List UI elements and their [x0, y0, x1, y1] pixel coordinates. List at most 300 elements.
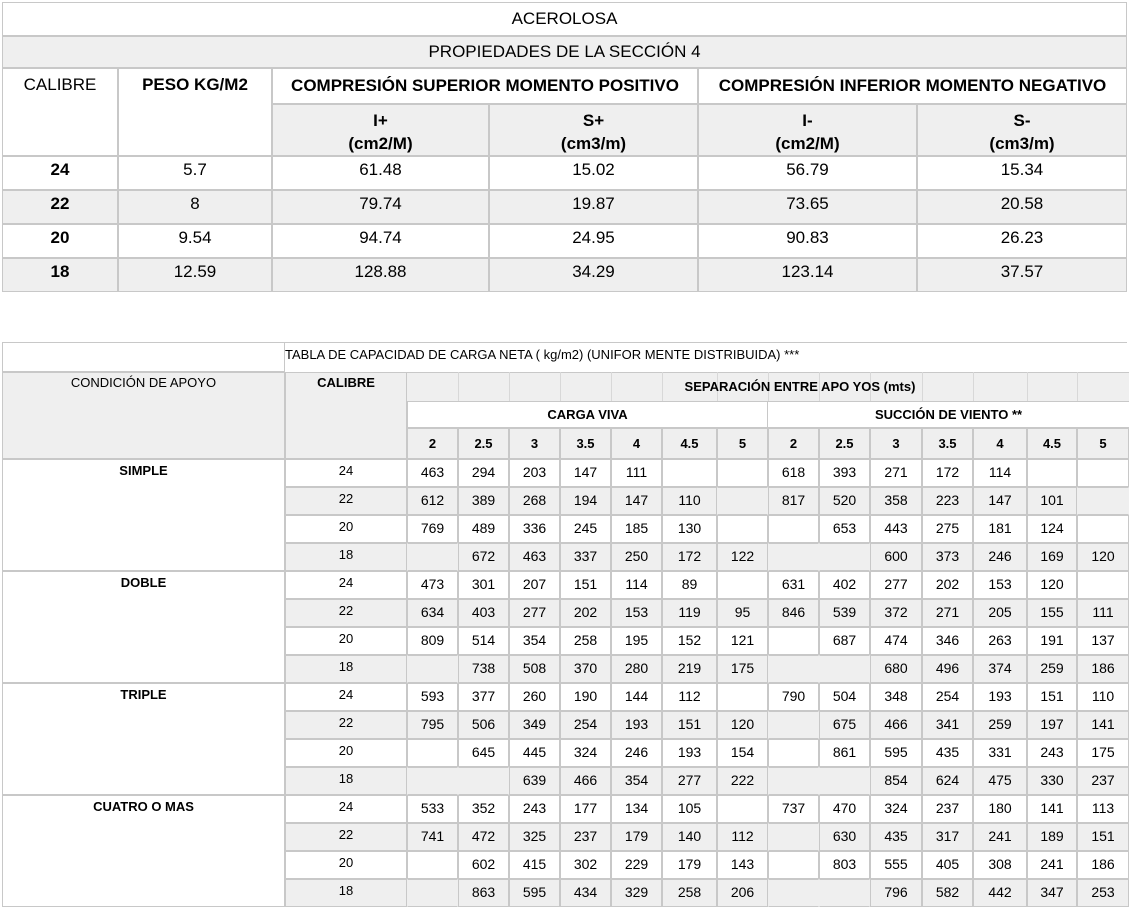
- viva-value-cell: 302: [560, 851, 611, 879]
- succion-value-cell: 373: [922, 543, 973, 571]
- viva-value-cell: 672: [458, 543, 509, 571]
- viva-value-cell: 143: [717, 851, 768, 879]
- viva-value-cell: 466: [560, 767, 611, 795]
- succion-span-header: 3.5: [922, 428, 973, 459]
- succion-value-cell: 630: [819, 823, 870, 851]
- props-cell-i-plus: 128.88: [272, 258, 489, 292]
- succion-value-cell: [1077, 571, 1129, 599]
- header-s-minus-unit: (cm3/m): [989, 134, 1055, 153]
- succion-value-cell: [768, 739, 819, 767]
- row-calibre: 18: [285, 543, 407, 571]
- succion-value-cell: 474: [870, 627, 922, 655]
- viva-value-cell: 258: [560, 627, 611, 655]
- row-calibre: 22: [285, 823, 407, 851]
- viva-value-cell: 105: [662, 795, 717, 823]
- succion-value-cell: 405: [922, 851, 973, 879]
- succion-value-cell: 504: [819, 683, 870, 711]
- succion-value-cell: [819, 655, 870, 683]
- viva-value-cell: 179: [662, 851, 717, 879]
- viva-value-cell: 195: [611, 627, 662, 655]
- props-cell-s-plus: 34.29: [489, 258, 698, 292]
- props-cell-i-plus: 61.48: [272, 156, 489, 190]
- succion-value-cell: 110: [1077, 683, 1129, 711]
- succion-value-cell: 466: [870, 711, 922, 739]
- header-succion: SUCCIÓN DE VIENTO **: [768, 401, 1129, 428]
- viva-value-cell: 795: [407, 711, 458, 739]
- viva-value-cell: 194: [560, 487, 611, 515]
- props-cell-s-minus: 26.23: [917, 224, 1127, 258]
- viva-value-cell: 370: [560, 655, 611, 683]
- viva-value-cell: 258: [662, 879, 717, 907]
- props-cell-s-plus: 24.95: [489, 224, 698, 258]
- succion-value-cell: 470: [819, 795, 870, 823]
- row-calibre: 20: [285, 851, 407, 879]
- succion-value-cell: [819, 879, 870, 907]
- succion-value-cell: 223: [922, 487, 973, 515]
- viva-value-cell: 121: [717, 627, 768, 655]
- viva-value-cell: 741: [407, 823, 458, 851]
- header-s-plus: [489, 104, 698, 156]
- viva-value-cell: 473: [407, 571, 458, 599]
- header-i-minus-label: I-: [802, 111, 813, 130]
- succion-value-cell: 442: [973, 879, 1027, 907]
- succion-value-cell: 113: [1077, 795, 1129, 823]
- viva-value-cell: 463: [509, 543, 560, 571]
- succion-value-cell: 189: [1027, 823, 1077, 851]
- viva-value-cell: 172: [662, 543, 717, 571]
- succion-value-cell: 175: [1077, 739, 1129, 767]
- header-i-minus-unit: (cm2/M): [775, 134, 840, 153]
- succion-value-cell: 496: [922, 655, 973, 683]
- viva-value-cell: [407, 739, 458, 767]
- succion-value-cell: 153: [973, 571, 1027, 599]
- viva-value-cell: 336: [509, 515, 560, 543]
- grid-line: [458, 372, 459, 401]
- viva-value-cell: [458, 767, 509, 795]
- props-cell-s-plus: 19.87: [489, 190, 698, 224]
- viva-value-cell: 114: [611, 571, 662, 599]
- viva-value-cell: [717, 571, 768, 599]
- support-condition-label: TRIPLE: [2, 683, 285, 795]
- succion-value-cell: 241: [1027, 851, 1077, 879]
- succion-value-cell: 253: [1077, 879, 1129, 907]
- viva-value-cell: 193: [662, 739, 717, 767]
- header-i-plus-label: I+: [373, 111, 388, 130]
- row-calibre: 24: [285, 459, 407, 487]
- viva-value-cell: 268: [509, 487, 560, 515]
- viva-value-cell: 119: [662, 599, 717, 627]
- row-calibre: 22: [285, 599, 407, 627]
- viva-value-cell: [717, 515, 768, 543]
- viva-value-cell: 130: [662, 515, 717, 543]
- grid-line: [1027, 372, 1028, 401]
- viva-value-cell: 415: [509, 851, 560, 879]
- succion-value-cell: [1027, 459, 1077, 487]
- viva-span-header: 3: [509, 428, 560, 459]
- succion-value-cell: [768, 879, 819, 907]
- succion-value-cell: 186: [1077, 655, 1129, 683]
- succion-value-cell: 243: [1027, 739, 1077, 767]
- viva-value-cell: 294: [458, 459, 509, 487]
- succion-value-cell: [768, 767, 819, 795]
- header-calibre: CALIBRE: [2, 68, 118, 156]
- viva-span-header: 4.5: [662, 428, 717, 459]
- succion-value-cell: 854: [870, 767, 922, 795]
- viva-span-header: 2.5: [458, 428, 509, 459]
- succion-span-header: 5: [1077, 428, 1129, 459]
- succion-value-cell: 374: [973, 655, 1027, 683]
- viva-value-cell: 463: [407, 459, 458, 487]
- viva-value-cell: 206: [717, 879, 768, 907]
- viva-value-cell: 337: [560, 543, 611, 571]
- viva-value-cell: 602: [458, 851, 509, 879]
- succion-value-cell: [1077, 459, 1129, 487]
- succion-span-header: 2.5: [819, 428, 870, 459]
- viva-value-cell: 202: [560, 599, 611, 627]
- header-separacion: SEPARACIÓN ENTRE APO YOS (mts): [684, 379, 916, 394]
- viva-value-cell: 634: [407, 599, 458, 627]
- succion-value-cell: [1077, 515, 1129, 543]
- succion-value-cell: 348: [870, 683, 922, 711]
- viva-value-cell: 277: [509, 599, 560, 627]
- viva-value-cell: 738: [458, 655, 509, 683]
- succion-value-cell: 246: [973, 543, 1027, 571]
- viva-value-cell: [717, 459, 768, 487]
- viva-value-cell: 153: [611, 599, 662, 627]
- row-calibre: 24: [285, 795, 407, 823]
- viva-value-cell: 151: [560, 571, 611, 599]
- succion-value-cell: 186: [1077, 851, 1129, 879]
- viva-value-cell: [407, 851, 458, 879]
- succion-value-cell: 277: [870, 571, 922, 599]
- viva-value-cell: 246: [611, 739, 662, 767]
- succion-value-cell: [768, 543, 819, 571]
- row-calibre: 22: [285, 487, 407, 515]
- props-cell-i-plus: 94.74: [272, 224, 489, 258]
- succion-value-cell: 520: [819, 487, 870, 515]
- succion-value-cell: 539: [819, 599, 870, 627]
- viva-value-cell: 593: [407, 683, 458, 711]
- viva-span-header: 3.5: [560, 428, 611, 459]
- viva-value-cell: 301: [458, 571, 509, 599]
- viva-value-cell: [407, 767, 458, 795]
- succion-value-cell: 846: [768, 599, 819, 627]
- viva-value-cell: 280: [611, 655, 662, 683]
- succion-value-cell: 618: [768, 459, 819, 487]
- viva-value-cell: 354: [611, 767, 662, 795]
- support-condition-label: DOBLE: [2, 571, 285, 683]
- viva-value-cell: 434: [560, 879, 611, 907]
- succion-value-cell: 600: [870, 543, 922, 571]
- succion-value-cell: 393: [819, 459, 870, 487]
- viva-value-cell: 179: [611, 823, 662, 851]
- row-calibre: 18: [285, 879, 407, 907]
- viva-value-cell: 154: [717, 739, 768, 767]
- viva-value-cell: 506: [458, 711, 509, 739]
- succion-value-cell: 120: [1027, 571, 1077, 599]
- succion-value-cell: 193: [973, 683, 1027, 711]
- succion-value-cell: [768, 823, 819, 851]
- props-cell-i-minus: 73.65: [698, 190, 917, 224]
- succion-value-cell: 202: [922, 571, 973, 599]
- props-cell-s-plus: 15.02: [489, 156, 698, 190]
- viva-value-cell: 445: [509, 739, 560, 767]
- succion-value-cell: 137: [1077, 627, 1129, 655]
- props-cell-peso: 5.7: [118, 156, 272, 190]
- succion-value-cell: 141: [1077, 711, 1129, 739]
- header-s-minus-label: S-: [1013, 111, 1031, 130]
- viva-value-cell: [407, 879, 458, 907]
- succion-value-cell: 687: [819, 627, 870, 655]
- viva-span-header: 2: [407, 428, 458, 459]
- row-calibre: 20: [285, 627, 407, 655]
- succion-value-cell: 147: [973, 487, 1027, 515]
- support-condition-label: SIMPLE: [2, 459, 285, 571]
- viva-value-cell: 219: [662, 655, 717, 683]
- viva-value-cell: [717, 683, 768, 711]
- viva-value-cell: 111: [611, 459, 662, 487]
- viva-value-cell: [407, 655, 458, 683]
- succion-value-cell: 817: [768, 487, 819, 515]
- props-cell-calibre: 20: [2, 224, 118, 258]
- viva-span-header: 4: [611, 428, 662, 459]
- viva-value-cell: 177: [560, 795, 611, 823]
- viva-value-cell: 89: [662, 571, 717, 599]
- succion-value-cell: 114: [973, 459, 1027, 487]
- succion-value-cell: 555: [870, 851, 922, 879]
- header-compresion-inferior: COMPRESIÓN INFERIOR MOMENTO NEGATIVO: [698, 68, 1127, 104]
- succion-value-cell: 275: [922, 515, 973, 543]
- succion-value-cell: 595: [870, 739, 922, 767]
- props-cell-s-minus: 37.57: [917, 258, 1127, 292]
- viva-value-cell: 207: [509, 571, 560, 599]
- succion-value-cell: 402: [819, 571, 870, 599]
- props-cell-calibre: 22: [2, 190, 118, 224]
- row-calibre: 24: [285, 683, 407, 711]
- viva-value-cell: 112: [717, 823, 768, 851]
- succion-value-cell: 331: [973, 739, 1027, 767]
- viva-value-cell: 260: [509, 683, 560, 711]
- succion-value-cell: 372: [870, 599, 922, 627]
- succion-value-cell: 308: [973, 851, 1027, 879]
- succion-value-cell: 675: [819, 711, 870, 739]
- succion-value-cell: [768, 711, 819, 739]
- viva-value-cell: 254: [560, 711, 611, 739]
- viva-value-cell: 352: [458, 795, 509, 823]
- succion-value-cell: 111: [1077, 599, 1129, 627]
- succion-value-cell: [1077, 487, 1129, 515]
- succion-value-cell: 861: [819, 739, 870, 767]
- viva-value-cell: 809: [407, 627, 458, 655]
- props-cell-peso: 9.54: [118, 224, 272, 258]
- viva-value-cell: 140: [662, 823, 717, 851]
- succion-value-cell: 346: [922, 627, 973, 655]
- succion-value-cell: 624: [922, 767, 973, 795]
- props-cell-calibre: 24: [2, 156, 118, 190]
- viva-value-cell: 175: [717, 655, 768, 683]
- succion-value-cell: 181: [973, 515, 1027, 543]
- viva-value-cell: 863: [458, 879, 509, 907]
- grid-line: [1077, 372, 1078, 401]
- viva-value-cell: 324: [560, 739, 611, 767]
- header-condicion: CONDICIÓN DE APOYO: [2, 372, 285, 459]
- viva-value-cell: 229: [611, 851, 662, 879]
- succion-value-cell: 790: [768, 683, 819, 711]
- viva-value-cell: 639: [509, 767, 560, 795]
- succion-value-cell: [768, 655, 819, 683]
- succion-value-cell: 435: [870, 823, 922, 851]
- viva-value-cell: 533: [407, 795, 458, 823]
- viva-value-cell: 389: [458, 487, 509, 515]
- row-calibre: 24: [285, 571, 407, 599]
- section-subtitle: PROPIEDADES DE LA SECCIÓN 4: [2, 36, 1127, 68]
- viva-value-cell: 329: [611, 879, 662, 907]
- header-s-minus: [917, 104, 1127, 156]
- succion-value-cell: 169: [1027, 543, 1077, 571]
- viva-value-cell: 120: [717, 711, 768, 739]
- succion-value-cell: 271: [922, 599, 973, 627]
- succion-value-cell: [768, 515, 819, 543]
- succion-value-cell: 259: [973, 711, 1027, 739]
- succion-value-cell: [819, 767, 870, 795]
- viva-value-cell: 645: [458, 739, 509, 767]
- succion-value-cell: 330: [1027, 767, 1077, 795]
- viva-value-cell: 349: [509, 711, 560, 739]
- props-cell-i-plus: 79.74: [272, 190, 489, 224]
- viva-value-cell: 95: [717, 599, 768, 627]
- viva-value-cell: 489: [458, 515, 509, 543]
- viva-value-cell: 377: [458, 683, 509, 711]
- viva-value-cell: 595: [509, 879, 560, 907]
- viva-value-cell: 325: [509, 823, 560, 851]
- grid-line: [509, 372, 510, 401]
- succion-value-cell: 341: [922, 711, 973, 739]
- props-cell-s-minus: 20.58: [917, 190, 1127, 224]
- succion-value-cell: 324: [870, 795, 922, 823]
- succion-value-cell: 796: [870, 879, 922, 907]
- succion-span-header: 2: [768, 428, 819, 459]
- viva-value-cell: 769: [407, 515, 458, 543]
- header-i-plus: [272, 104, 489, 156]
- viva-value-cell: 354: [509, 627, 560, 655]
- succion-value-cell: [768, 851, 819, 879]
- props-cell-s-minus: 15.34: [917, 156, 1127, 190]
- viva-span-header: 5: [717, 428, 768, 459]
- viva-value-cell: 277: [662, 767, 717, 795]
- viva-value-cell: 237: [560, 823, 611, 851]
- header-compresion-superior: COMPRESIÓN SUPERIOR MOMENTO POSITIVO: [272, 68, 698, 104]
- viva-value-cell: 514: [458, 627, 509, 655]
- succion-value-cell: 237: [922, 795, 973, 823]
- succion-value-cell: 475: [973, 767, 1027, 795]
- viva-value-cell: [662, 459, 717, 487]
- succion-value-cell: 631: [768, 571, 819, 599]
- succion-value-cell: 101: [1027, 487, 1077, 515]
- viva-value-cell: 245: [560, 515, 611, 543]
- header-peso: PESO KG/M2: [118, 68, 272, 156]
- viva-value-cell: 112: [662, 683, 717, 711]
- succion-value-cell: 680: [870, 655, 922, 683]
- succion-value-cell: 191: [1027, 627, 1077, 655]
- succion-value-cell: 435: [922, 739, 973, 767]
- viva-value-cell: 122: [717, 543, 768, 571]
- succion-value-cell: 653: [819, 515, 870, 543]
- succion-span-header: 4.5: [1027, 428, 1077, 459]
- props-cell-i-minus: 123.14: [698, 258, 917, 292]
- capacity-title: TABLA DE CAPACIDAD DE CARGA NETA ( kg/m2) (UNIFOR MENTE DISTRIBUIDA) ***: [285, 342, 1127, 372]
- grid-line: [560, 372, 561, 401]
- succion-value-cell: 141: [1027, 795, 1077, 823]
- succion-value-cell: 259: [1027, 655, 1077, 683]
- row-calibre: 20: [285, 515, 407, 543]
- succion-value-cell: 271: [870, 459, 922, 487]
- succion-value-cell: 358: [870, 487, 922, 515]
- viva-value-cell: 203: [509, 459, 560, 487]
- viva-value-cell: 152: [662, 627, 717, 655]
- succion-value-cell: 172: [922, 459, 973, 487]
- succion-value-cell: 443: [870, 515, 922, 543]
- props-cell-i-minus: 90.83: [698, 224, 917, 258]
- support-condition-label: CUATRO O MAS: [2, 795, 285, 907]
- header-i-minus: [698, 104, 917, 156]
- succion-value-cell: 205: [973, 599, 1027, 627]
- succion-value-cell: 803: [819, 851, 870, 879]
- succion-value-cell: [768, 627, 819, 655]
- row-calibre: 22: [285, 711, 407, 739]
- viva-value-cell: 190: [560, 683, 611, 711]
- viva-value-cell: 243: [509, 795, 560, 823]
- viva-value-cell: [717, 487, 768, 515]
- succion-value-cell: 180: [973, 795, 1027, 823]
- props-cell-calibre: 18: [2, 258, 118, 292]
- header-carga-viva: CARGA VIVA: [407, 401, 768, 428]
- viva-value-cell: 110: [662, 487, 717, 515]
- viva-value-cell: [407, 543, 458, 571]
- viva-value-cell: [717, 795, 768, 823]
- viva-value-cell: 193: [611, 711, 662, 739]
- succion-value-cell: 124: [1027, 515, 1077, 543]
- row-calibre: 20: [285, 739, 407, 767]
- succion-span-header: 3: [870, 428, 922, 459]
- header-s-plus-unit: (cm3/m): [560, 134, 627, 153]
- succion-value-cell: 347: [1027, 879, 1077, 907]
- header-s-plus-label: S+: [582, 111, 605, 130]
- succion-value-cell: 151: [1077, 823, 1129, 851]
- viva-value-cell: 612: [407, 487, 458, 515]
- viva-value-cell: 144: [611, 683, 662, 711]
- viva-value-cell: 508: [509, 655, 560, 683]
- row-calibre: 18: [285, 655, 407, 683]
- succion-value-cell: 263: [973, 627, 1027, 655]
- header-calibre-2: CALIBRE: [285, 372, 407, 459]
- succion-span-header: 4: [973, 428, 1027, 459]
- succion-value-cell: 254: [922, 683, 973, 711]
- succion-value-cell: 737: [768, 795, 819, 823]
- blank-corner: [2, 342, 285, 372]
- viva-value-cell: 147: [560, 459, 611, 487]
- succion-value-cell: 197: [1027, 711, 1077, 739]
- viva-value-cell: 134: [611, 795, 662, 823]
- viva-value-cell: 250: [611, 543, 662, 571]
- header-i-plus-unit: (cm2/M): [348, 134, 413, 153]
- succion-value-cell: 317: [922, 823, 973, 851]
- viva-value-cell: 147: [611, 487, 662, 515]
- viva-value-cell: 222: [717, 767, 768, 795]
- viva-value-cell: 151: [662, 711, 717, 739]
- succion-value-cell: 151: [1027, 683, 1077, 711]
- viva-value-cell: 403: [458, 599, 509, 627]
- succion-value-cell: 582: [922, 879, 973, 907]
